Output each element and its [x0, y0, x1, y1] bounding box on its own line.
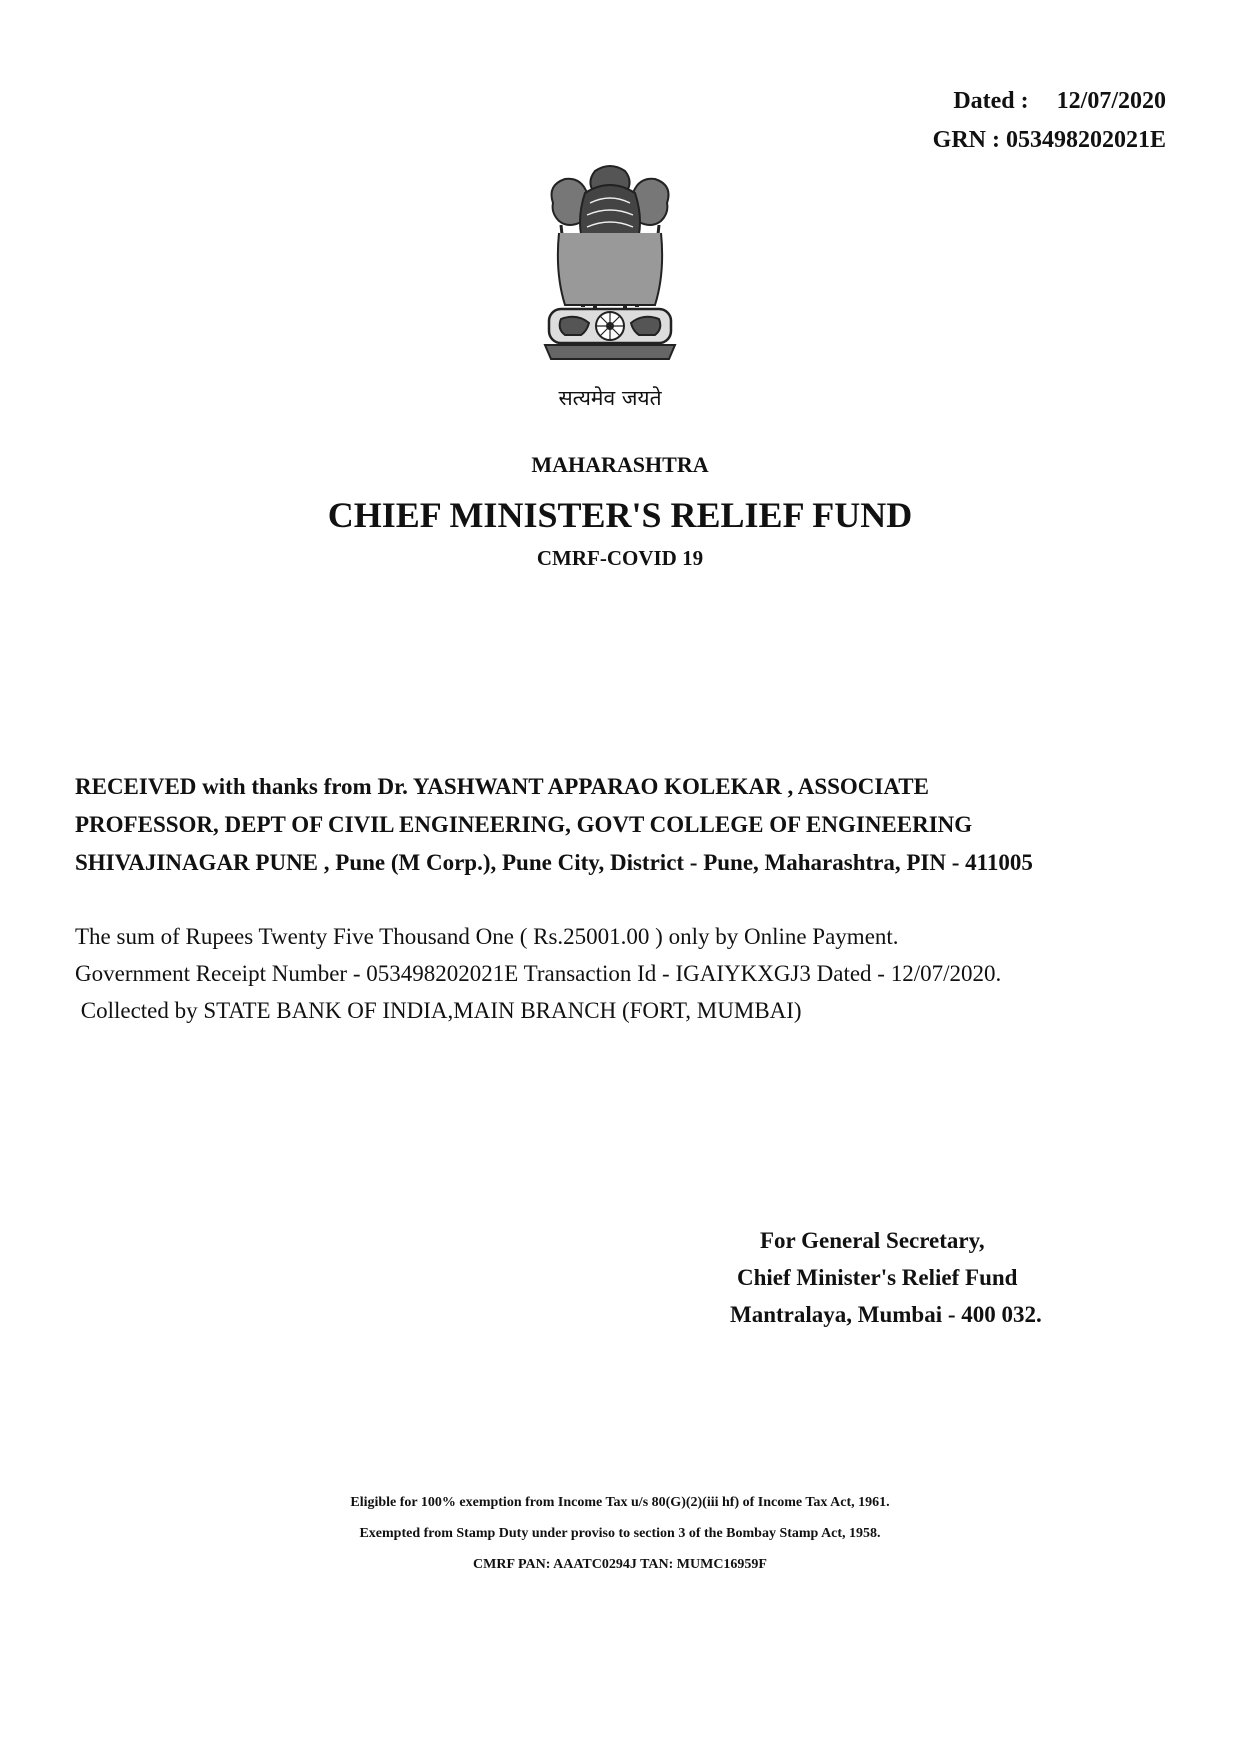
fund-title: CHIEF MINISTER'S RELIEF FUND: [327, 495, 913, 535]
receipt-number-line: Government Receipt Number - 053498202021E Transaction Id - IGAIYKXGJ3 Dated - 12/07/2020.: [75, 961, 1002, 986]
received-line: SHIVAJINAGAR PUNE , Pune (M Corp.), Pune City, District - Pune, Maharashtra, PIN - 411005: [75, 850, 1033, 875]
payment-details: [75, 918, 1001, 1029]
signature-line: Chief Minister's Relief Fund: [737, 1265, 1018, 1290]
payment-amount-line: The sum of Rupees Twenty Five Thousand One ( Rs.25001.00 ) only by Online Payment.: [75, 924, 899, 949]
grn-number: GRN : 053498202021E: [932, 127, 1166, 153]
received-line: RECEIVED with thanks from Dr. YASHWANT APPARAO KOLEKAR , ASSOCIATE: [75, 774, 929, 799]
signature-line: For General Secretary,: [760, 1228, 985, 1253]
dated-value: 12/07/2020: [1056, 88, 1166, 114]
fund-subtitle: CMRF-COVID 19: [536, 546, 704, 570]
ashoka-emblem-icon: [535, 163, 685, 413]
dated-label: Dated :: [953, 88, 1029, 114]
collected-by-line: Collected by STATE BANK OF INDIA,MAIN BRANCH (FORT, MUMBAI): [75, 998, 802, 1023]
stamp-duty-note: Exempted from Stamp Duty under proviso to section 3 of the Bombay Stamp Act, 1958.: [359, 1526, 881, 1541]
tax-exemption-note: Eligible for 100% exemption from Income Tax u/s 80(G)(2)(iii hf) of Income Tax Act, 1961.: [350, 1495, 890, 1510]
state-name: MAHARASHTRA: [531, 452, 709, 477]
pan-tan-note: CMRF PAN: AAATC0294J TAN: MUMC16959F: [473, 1557, 767, 1572]
signature-line: Mantralaya, Mumbai - 400 032.: [730, 1302, 1042, 1327]
emblem-motto: सत्यमेव जयते: [558, 386, 662, 410]
received-from-block: [75, 768, 1165, 882]
signature-block: [730, 1222, 1042, 1333]
dated-line: [953, 88, 1166, 115]
received-line: PROFESSOR, DEPT OF CIVIL ENGINEERING, GOVT COLLEGE OF ENGINEERING: [75, 812, 973, 837]
